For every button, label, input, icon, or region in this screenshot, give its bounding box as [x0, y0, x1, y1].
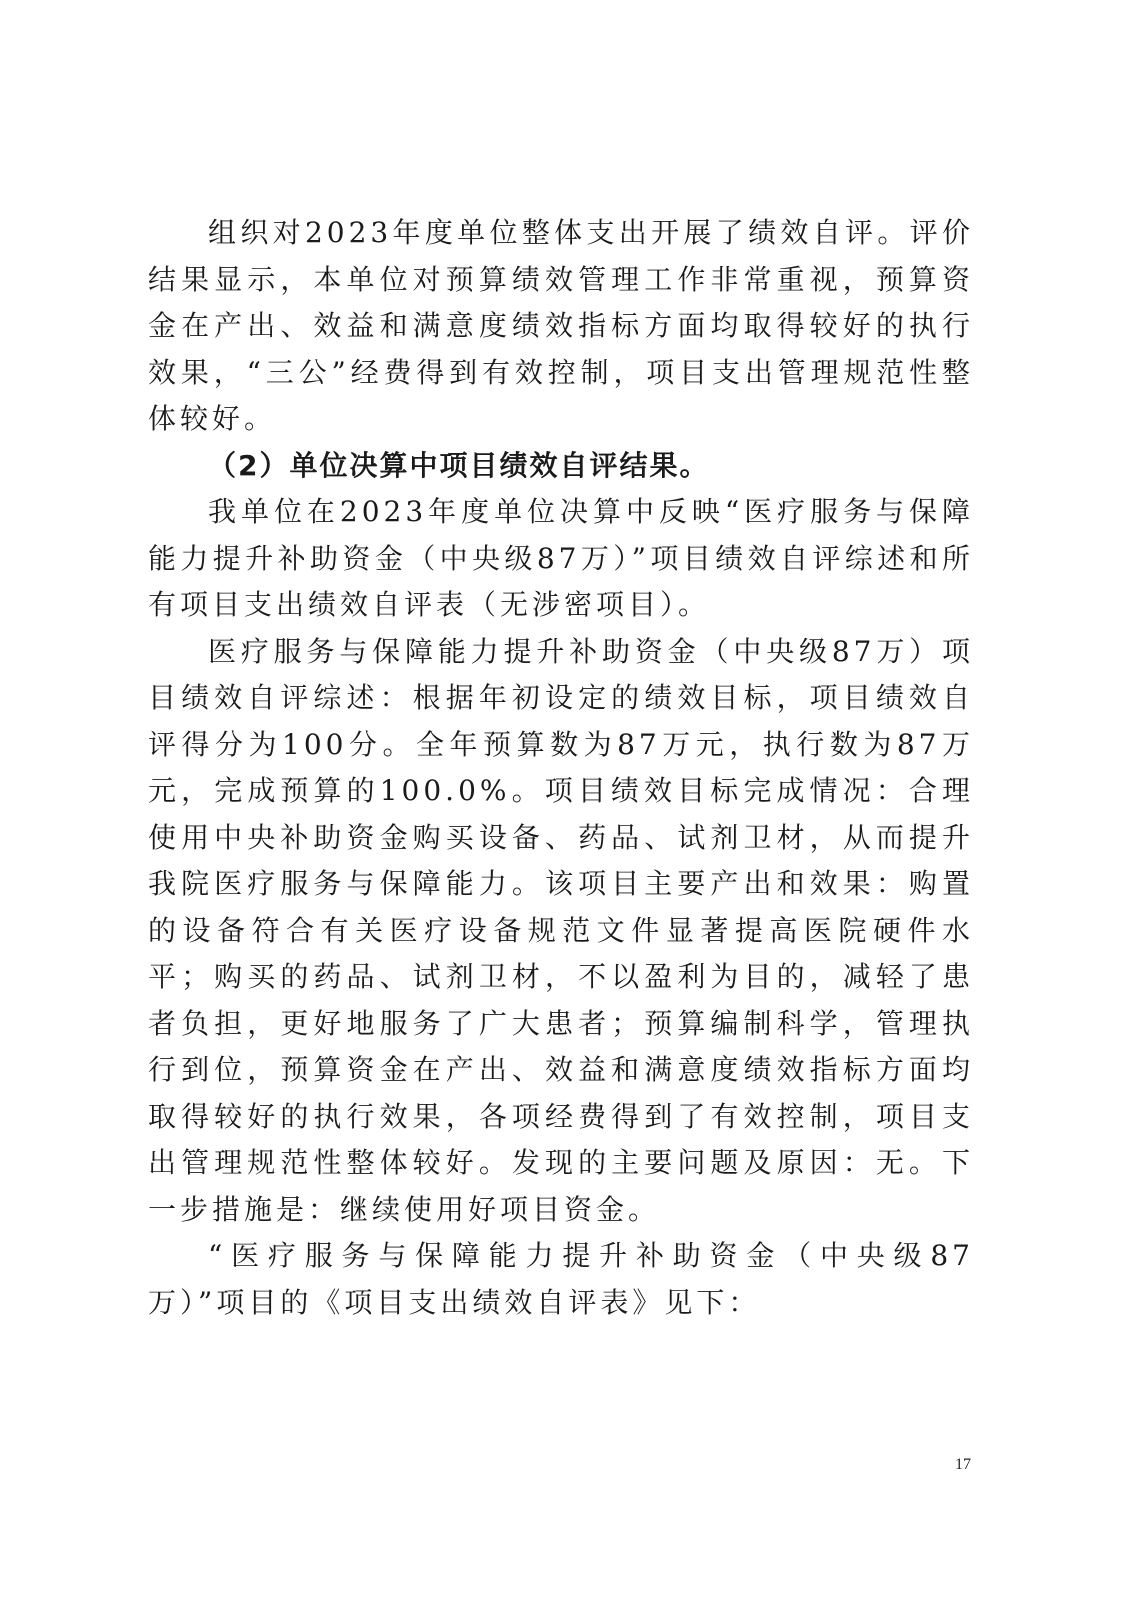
document-body — [148, 210, 974, 1326]
paragraph-project-intro: 我单位在2023年度单位决算中反映“医疗服务与保障能力提升补助资金（中央级87万）”项目绩效自评综述和所有项目支出绩效自评表（无涉密项目）。 — [148, 495, 974, 621]
paragraph-project-summary: 医疗服务与保障能力提升补助资金（中央级87万）项目绩效自评综述：根据年初设定的绩效目标，项目绩效自评得分为100分。全年预算数为87万元，执行数为87万元，完成预算的100.0%。项目绩效目标完成情况：合理使用中央补助资金购买设备、药品、试剂卫材，从而提升我院医疗服务与保障能力。该项目主要产出和效果：购置的设备符合有关医疗设备规范文件显著提高医院硬件水平；购买的药品、试剂卫材，不以盈利为目的，减轻了患者负担，更好地服务了广大患者；预算编制科学，管理执行到位，预算资金在产出、效益和满意度绩效指标方面均取得较好的执行效果，各项经费得到了有效控制，项目支出管理规范性整体较好。发现的主要问题及原因：无。下一步措施是：继续使用好项目资金。 — [148, 634, 974, 1226]
paragraph-table-reference: “医疗服务与保障能力提升补助资金（中央级87万）”项目的《项目支出绩效自评表》见下： — [148, 1239, 974, 1319]
section-heading: （2）单位决算中项目绩效自评结果。 — [208, 448, 710, 482]
page-number: 17 — [955, 1456, 971, 1473]
paragraph-overall-evaluation: 组织对2023年度单位整体支出开展了绩效自评。评价结果显示，本单位对预算绩效管理工作非常重视，预算资金在产出、效益和满意度绩效指标方面均取得较好的执行效果，“三公”经费得到有效控制，项目支出管理规范性整体较好。 — [148, 216, 974, 435]
